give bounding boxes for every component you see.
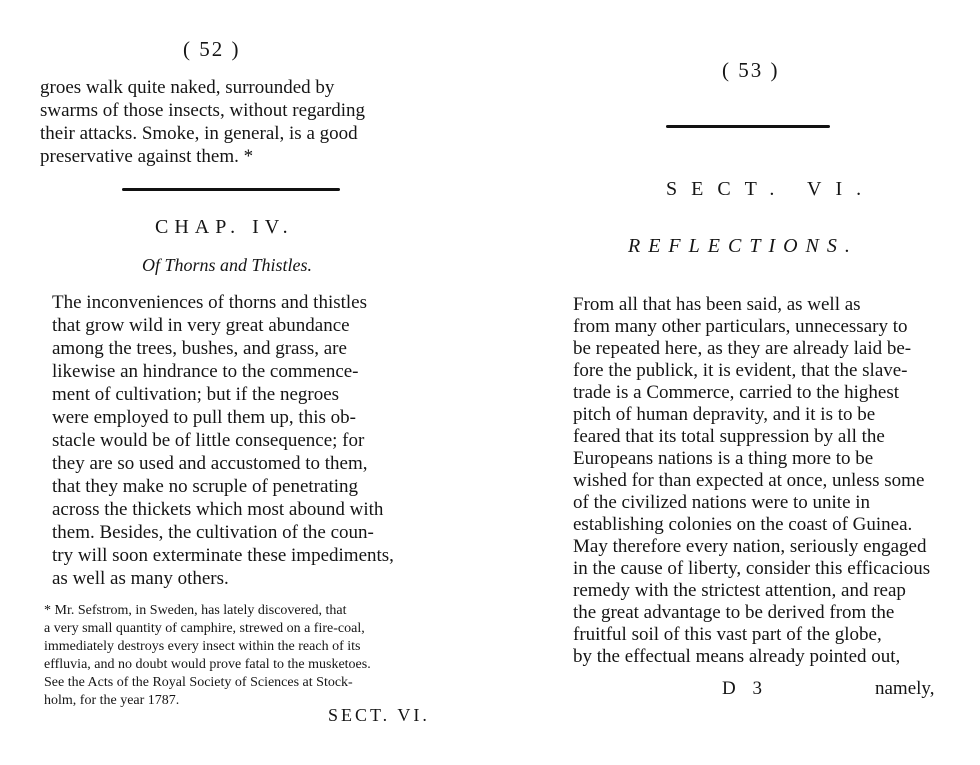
text-line: fruitful soil of this vast part of the globe, — [573, 624, 882, 645]
catchword: SECT. VI. — [328, 705, 430, 725]
text-line: be repeated here, as they are already laid be- — [573, 338, 912, 359]
footnote-line: effluvia, and no doubt would prove fatal to the musketoes. — [44, 657, 371, 672]
section-divider — [122, 188, 340, 191]
text-line: among the trees, bushes, and grass, are — [52, 338, 347, 359]
text-line: May therefore every nation, seriously engaged — [573, 536, 927, 557]
page-number: ( 53 ) — [722, 58, 780, 82]
right-page — [490, 0, 980, 765]
text-line: they are so used and accustomed to them, — [52, 453, 368, 474]
footnote-line: holm, for the year 1787. — [44, 693, 180, 708]
text-line: fore the publick, it is evident, that the slave- — [573, 360, 908, 381]
footnote-line: * Mr. Sefstrom, in Sweden, has lately discovered, that — [44, 603, 347, 618]
text-line: establishing colonies on the coast of Guinea. — [573, 514, 913, 535]
footnote-line: See the Acts of the Royal Society of Sciences at Stock- — [44, 675, 353, 690]
text-line: groes walk quite naked, surrounded by — [40, 77, 335, 98]
text-line: that grow wild in very great abundance — [52, 315, 350, 336]
signature-mark: D 3 — [722, 678, 768, 699]
text-line: in the cause of liberty, consider this efficacious — [573, 558, 931, 579]
text-line: From all that has been said, as well as — [573, 294, 861, 315]
text-line: of the civilized nations were to unite in — [573, 492, 871, 513]
chapter-heading: CHAP. IV. — [155, 216, 294, 238]
catchword: namely, — [875, 678, 935, 699]
text-line: their attacks. Smoke, in general, is a good — [40, 123, 358, 144]
text-line: that they make no scruple of penetrating — [52, 476, 359, 497]
text-line: from many other particulars, unnecessary to — [573, 316, 908, 337]
text-line: likewise an hindrance to the commence- — [52, 361, 359, 382]
text-line: try will soon exterminate these impediments, — [52, 545, 394, 566]
text-line: as well as many others. — [52, 568, 229, 589]
text-line: The inconveniences of thorns and thistles — [52, 292, 368, 313]
text-line: swarms of those insects, without regarding — [40, 100, 366, 121]
footnote-line: immediately destroys every insect within the reach of its — [44, 639, 361, 654]
text-line: across the thickets which most abound with — [52, 499, 384, 520]
text-line: wished for than expected at once, unless some — [573, 470, 925, 491]
footnote-line: a very small quantity of camphire, strewed on a fire-coal, — [44, 621, 365, 636]
text-line: ment of cultivation; but if the negroes — [52, 384, 340, 405]
text-line: the great advantage to be derived from the — [573, 602, 895, 623]
text-line: preservative against them. * — [40, 146, 254, 167]
chapter-subtitle: Of Thorns and Thistles. — [142, 255, 313, 275]
text-line: remedy with the strictest attention, and reap — [573, 580, 906, 601]
page-number: ( 52 ) — [183, 37, 241, 61]
text-line: Europeans nations is a thing more to be — [573, 448, 874, 469]
text-line: stacle would be of little consequence; for — [52, 430, 365, 451]
text-line: feared that its total suppression by all the — [573, 426, 885, 447]
text-line: by the effectual means already pointed out, — [573, 646, 901, 667]
text-line: were employed to pull them up, this ob- — [52, 407, 356, 428]
section-title: REFLECTIONS. — [628, 235, 858, 257]
section-divider — [666, 125, 830, 128]
text-line: pitch of human depravity, and it is to be — [573, 404, 876, 425]
text-line: trade is a Commerce, carried to the highest — [573, 382, 900, 403]
section-heading: SECT. VI. — [666, 178, 876, 200]
text-line: them. Besides, the cultivation of the coun- — [52, 522, 374, 543]
